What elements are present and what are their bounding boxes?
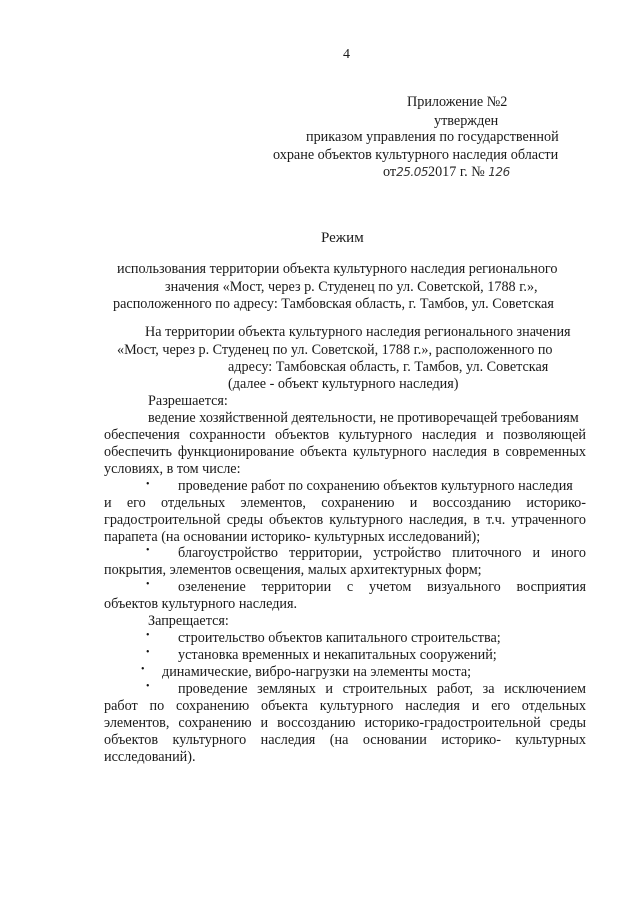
appendix-order-line: приказом управления по государственной (306, 129, 559, 145)
allowed-lead-line: обеспечения сохранности объектов культурного наследия и позволяющей (104, 427, 586, 443)
intro-line-1: На территории объекта культурного наследия регионального значения (145, 324, 571, 340)
bullet-icon: • (146, 647, 150, 658)
subtitle-line-2: значения «Мост, через р. Студенец по ул. Советской, 1788 г.», (165, 279, 538, 295)
appendix-approved: утвержден (434, 113, 499, 129)
bullet-icon: • (146, 579, 150, 590)
forbidden-heading: Запрещается: (148, 613, 229, 629)
date-prefix: от (383, 164, 397, 180)
subtitle-line-1: использования территории объекта культурного наследия регионального (117, 261, 558, 277)
allowed-lead-line: обеспечить функционирование объекта культурного наследия в современных (104, 444, 586, 460)
bullet-icon: • (146, 479, 150, 490)
handwritten-order-number: 126 (488, 165, 510, 179)
allowed-item-line: градостроительной среды объектов культурного наследия, в т.ч. утраченного (104, 512, 586, 528)
allowed-item-line: проведение работ по сохранению объектов культурного наследия (178, 478, 573, 494)
document-title: Режим (321, 230, 364, 246)
intro-line-3: адресу: Тамбовская область, г. Тамбов, ул. Советская (228, 359, 549, 375)
bullet-icon: • (141, 664, 145, 675)
allowed-item-line: объектов культурного наследия. (104, 596, 298, 612)
allowed-lead-line: ведение хозяйственной деятельности, не противоречащей требованиям (148, 410, 579, 426)
page-number: 4 (343, 47, 350, 62)
appendix-authority-line: охране объектов культурного наследия области (273, 147, 559, 163)
handwritten-date: 25.05 (396, 165, 428, 179)
appendix-date-line (383, 163, 510, 181)
allowed-heading: Разрешается: (148, 393, 228, 409)
bullet-icon: • (146, 630, 150, 641)
allowed-item-line: и его отдельных элементов, сохранению и воссозданию историко- (104, 495, 586, 511)
forbidden-item-line: объектов культурного наследия (на основании историко- культурных (104, 732, 586, 748)
allowed-item-line: покрытия, элементов освещения, малых архитектурных форм; (104, 562, 482, 578)
forbidden-item-line: исследований). (104, 749, 196, 765)
appendix-title: Приложение №2 (407, 94, 508, 110)
forbidden-item-line: элементов, сохранению и воссозданию историко-градостроительной среды (104, 715, 586, 731)
bullet-icon: • (146, 545, 150, 556)
allowed-item-line: благоустройство территории, устройство плиточного и иного (178, 545, 586, 561)
date-suffix: 2017 г. № (427, 164, 485, 180)
forbidden-item-line: проведение земляных и строительных работ, за исключением (178, 681, 586, 697)
forbidden-item-line: установка временных и некапитальных сооружений; (178, 647, 497, 663)
forbidden-item-line: строительство объектов капитального строительства; (178, 630, 501, 646)
forbidden-item-line: динамические, вибро-нагрузки на элементы моста; (162, 664, 472, 680)
subtitle-line-3: расположенного по адресу: Тамбовская область, г. Тамбов, ул. Советская (113, 296, 554, 312)
intro-line-2: «Мост, через р. Студенец по ул. Советской, 1788 г.», расположенного по (117, 342, 553, 358)
allowed-lead-line: условиях, в том числе: (104, 461, 241, 477)
bullet-icon: • (146, 681, 150, 692)
allowed-item-line: парапета (на основании историко- культурных исследований); (104, 529, 481, 545)
forbidden-item-line: работ по сохранению объекта культурного наследия и его отдельных (104, 698, 586, 714)
allowed-item-line: озеленение территории с учетом визуального восприятия (178, 579, 586, 595)
intro-line-4: (далее - объект культурного наследия) (228, 376, 459, 392)
